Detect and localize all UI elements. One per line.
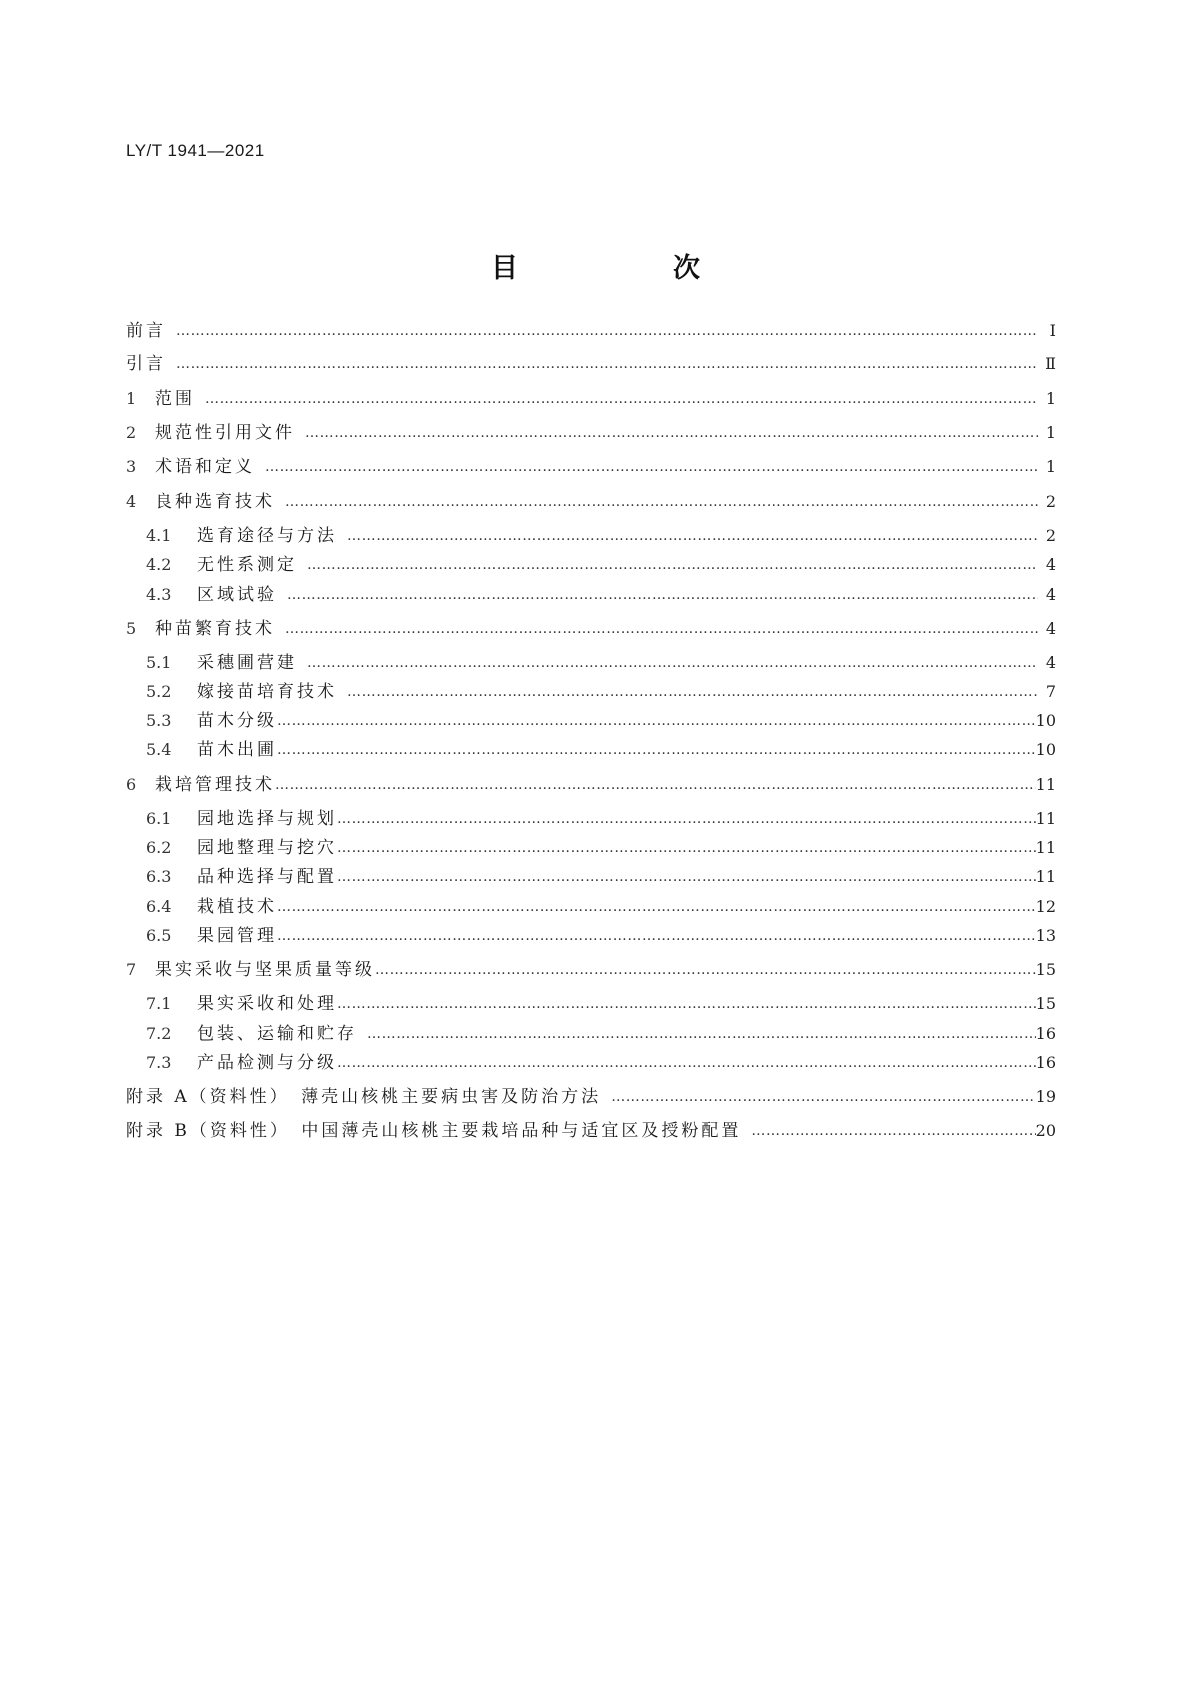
standard-code: LY/T 1941—2021 — [126, 141, 265, 160]
toc-entry[interactable] — [126, 420, 1056, 446]
toc-dot-leader — [275, 772, 1036, 798]
toc-dot-leader — [277, 923, 1036, 949]
toc-entry-number: 7.3 — [146, 1053, 172, 1072]
toc-entry-number: 2 — [126, 423, 137, 442]
toc-entry-number: 5 — [126, 619, 137, 638]
toc-entry-page-number: 4 — [1045, 619, 1056, 638]
toc-entry-page-number: 12 — [1035, 897, 1056, 916]
toc-entry-label: 品种选择与配置 — [197, 867, 337, 887]
toc-entry-label: 种苗繁育技术 — [155, 619, 275, 639]
toc-entry-label: 包装、运输和贮存 — [197, 1024, 357, 1044]
toc-entry[interactable] — [126, 351, 1056, 377]
toc-subentry[interactable] — [146, 552, 1056, 578]
toc-entry[interactable] — [126, 386, 1056, 412]
toc-entry-label: 引言 — [126, 354, 166, 374]
toc-subentry[interactable] — [146, 650, 1056, 676]
toc-subentry[interactable] — [146, 991, 1056, 1017]
toc-subentry[interactable] — [146, 1050, 1056, 1076]
toc-entry-page-number: 2 — [1045, 492, 1056, 511]
toc-dot-leader — [176, 318, 1038, 344]
toc-entry-page-number: 11 — [1035, 775, 1056, 794]
toc-dot-leader — [337, 1050, 1036, 1076]
toc-entry-page-number: 13 — [1035, 926, 1056, 945]
toc-entry-number: 6.3 — [146, 867, 172, 886]
toc-entry[interactable] — [126, 1084, 1056, 1110]
toc-dot-leader — [347, 523, 1038, 549]
toc-entry-page-number: 1 — [1045, 389, 1056, 408]
toc-entry-number: 6.4 — [146, 897, 172, 916]
toc-entry-label: 附录 A（资料性） 薄壳山核桃主要病虫害及防治方法 — [126, 1087, 602, 1107]
toc-entry-page-number: 11 — [1035, 809, 1056, 828]
toc-entry-page-number: 4 — [1045, 585, 1056, 604]
toc-dot-leader — [337, 864, 1036, 890]
toc-entry-label: 范围 — [155, 389, 195, 409]
toc-entry-page-number: 11 — [1035, 838, 1056, 857]
toc-subentry[interactable] — [146, 708, 1056, 734]
toc-entry-page-number: 7 — [1045, 682, 1056, 701]
toc-entry-page-number: 10 — [1035, 711, 1056, 730]
toc-entry-number: 6.2 — [146, 838, 172, 857]
toc-entry-number: 5.1 — [146, 653, 172, 672]
toc-entry-label: 良种选育技术 — [155, 492, 275, 512]
toc-subentry[interactable] — [146, 864, 1056, 890]
toc-entry-label: 果实采收和处理 — [197, 994, 337, 1014]
toc-subentry[interactable] — [146, 894, 1056, 920]
toc-entry[interactable] — [126, 1118, 1056, 1144]
toc-entry-label: 园地整理与挖穴 — [197, 838, 337, 858]
toc-entry-page-number: 15 — [1035, 994, 1056, 1013]
toc-entry[interactable] — [126, 957, 1056, 983]
toc-dot-leader — [277, 894, 1036, 920]
toc-entry-label: 术语和定义 — [155, 457, 255, 477]
toc-entry-label: 规范性引用文件 — [155, 423, 295, 443]
toc-dot-leader — [751, 1118, 1035, 1144]
toc-entry-number: 7.1 — [146, 994, 172, 1013]
toc-entry-page-number: 16 — [1035, 1024, 1056, 1043]
toc-entry-page-number: 11 — [1035, 867, 1056, 886]
toc-entry-label: 嫁接苗培育技术 — [197, 682, 337, 702]
toc-subentry[interactable] — [146, 582, 1056, 608]
toc-entry-number: 5.2 — [146, 682, 172, 701]
toc-dot-leader — [265, 454, 1038, 480]
toc-entry-page-number: 19 — [1035, 1087, 1056, 1106]
toc-dot-leader — [285, 489, 1038, 515]
toc-dot-leader — [285, 616, 1038, 642]
toc-entry-page-number: 10 — [1035, 740, 1056, 759]
toc-entry-page-number: Ⅰ — [1049, 321, 1056, 340]
toc-entry[interactable] — [126, 772, 1056, 798]
toc-entry-number: 7 — [126, 960, 137, 979]
toc-entry-page-number: 1 — [1045, 423, 1056, 442]
toc-entry-number: 4.3 — [146, 585, 172, 604]
toc-entry-page-number: 4 — [1045, 653, 1056, 672]
toc-entry-number: 4.2 — [146, 555, 172, 574]
toc-dot-leader — [347, 679, 1038, 705]
toc-subentry[interactable] — [146, 806, 1056, 832]
toc-subentry[interactable] — [146, 1021, 1056, 1047]
toc-entry-label: 前言 — [126, 321, 166, 341]
toc-entry-label: 无性系测定 — [197, 555, 297, 575]
toc-entry-label: 苗木分级 — [197, 711, 277, 731]
toc-dot-leader — [307, 552, 1038, 578]
toc-entry-page-number: Ⅱ — [1045, 354, 1056, 373]
toc-entry-label: 产品检测与分级 — [197, 1053, 337, 1073]
toc-entry[interactable] — [126, 318, 1056, 344]
toc-dot-leader — [367, 1021, 1036, 1047]
toc-subentry[interactable] — [146, 835, 1056, 861]
toc-entry-number: 7.2 — [146, 1024, 172, 1043]
toc-subentry[interactable] — [146, 523, 1056, 549]
toc-entry-page-number: 2 — [1045, 526, 1056, 545]
toc-entry[interactable] — [126, 454, 1056, 480]
toc-entry-label: 栽培管理技术 — [155, 775, 275, 795]
toc-dot-leader — [205, 386, 1038, 412]
toc-entry-label: 园地选择与规划 — [197, 809, 337, 829]
toc-entry-page-number: 20 — [1035, 1121, 1056, 1140]
toc-entry-label: 选育途径与方法 — [197, 526, 337, 546]
toc-entry-label: 采穗圃营建 — [197, 653, 297, 673]
toc-entry-number: 6.1 — [146, 809, 172, 828]
toc-entry-page-number: 16 — [1035, 1053, 1056, 1072]
toc-dot-leader — [337, 806, 1036, 832]
toc-dot-leader — [277, 708, 1036, 734]
toc-entry-number: 5.4 — [146, 740, 172, 759]
toc-dot-leader — [375, 957, 1036, 983]
toc-subentry[interactable] — [146, 679, 1056, 705]
toc-dot-leader — [337, 991, 1036, 1017]
toc-entry-page-number: 15 — [1035, 960, 1056, 979]
toc-entry-page-number: 1 — [1045, 457, 1056, 476]
toc-entry-label: 栽植技术 — [197, 897, 277, 917]
toc-entry-number: 6 — [126, 775, 137, 794]
toc-entry[interactable] — [126, 616, 1056, 642]
toc-dot-leader — [277, 737, 1036, 763]
toc-subentry[interactable] — [146, 923, 1056, 949]
page-title: 目 次 — [491, 253, 764, 284]
toc-entry-label: 附录 B（资料性） 中国薄壳山核桃主要栽培品种与适宜区及授粉配置 — [126, 1121, 742, 1141]
toc-subentry[interactable] — [146, 737, 1056, 763]
toc-entry-label: 苗木出圃 — [197, 740, 277, 760]
toc-entry-label: 果实采收与坚果质量等级 — [155, 960, 375, 980]
toc-entry[interactable] — [126, 489, 1056, 515]
toc-entry-page-number: 4 — [1045, 555, 1056, 574]
toc-entry-number: 5.3 — [146, 711, 172, 730]
toc-entry-number: 1 — [126, 389, 137, 408]
toc-entry-number: 4.1 — [146, 526, 172, 545]
toc-dot-leader — [287, 582, 1038, 608]
toc-entry-number: 6.5 — [146, 926, 172, 945]
toc-entry-label: 区域试验 — [197, 585, 277, 605]
toc-entry-number: 3 — [126, 457, 137, 476]
toc-dot-leader — [611, 1084, 1035, 1110]
toc-dot-leader — [176, 351, 1038, 377]
toc-dot-leader — [305, 420, 1038, 446]
toc-entry-label: 果园管理 — [197, 926, 277, 946]
toc-entry-number: 4 — [126, 492, 137, 511]
toc-dot-leader — [307, 650, 1038, 676]
toc-dot-leader — [337, 835, 1036, 861]
